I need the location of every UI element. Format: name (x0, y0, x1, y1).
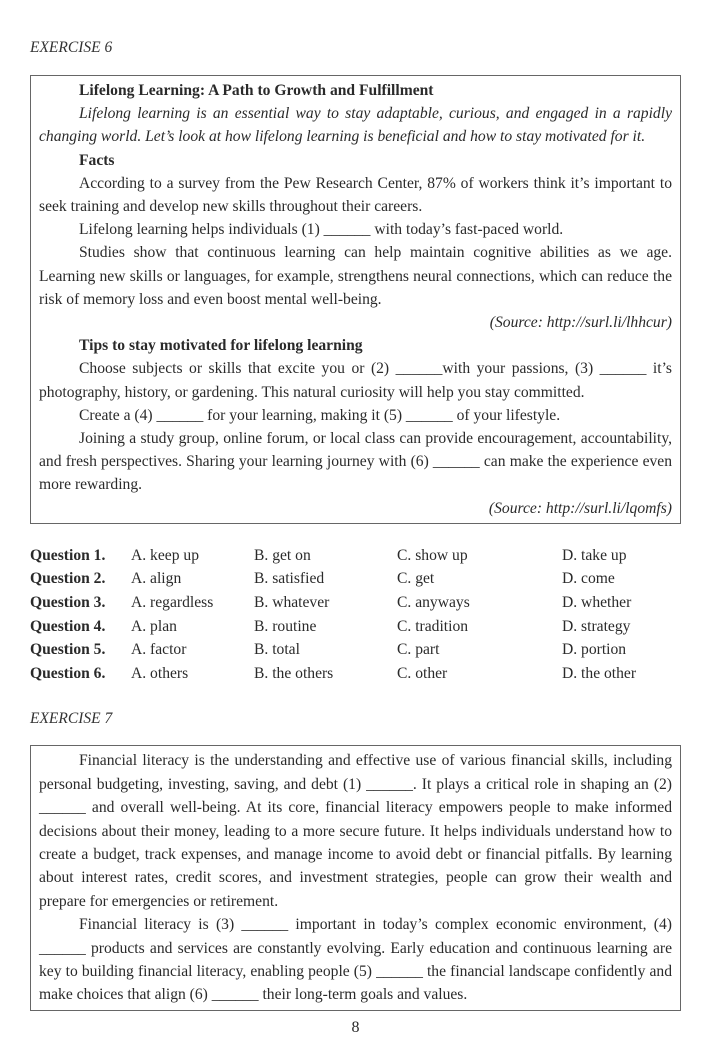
passage-title: Lifelong Learning: A Path to Growth and Fulfillment (79, 82, 434, 99)
option-d: D. the other (562, 664, 637, 682)
option-c: C. get (397, 570, 435, 588)
question-row (30, 662, 681, 686)
source-citation-1: (Source: http://surl.li/lhhcur) (489, 314, 672, 332)
option-d: D. strategy (562, 617, 631, 635)
page-number: 8 (351, 1018, 360, 1036)
facts-paragraph-3: Studies show that continuous learning can help maintain cognitive abilities as we age. Learning new skills or languages, for example, strengthens neural connections, which can reduce the risk of memory loss and even boost mental well-being. (39, 244, 672, 308)
option-c: C. show up (397, 546, 468, 564)
facts-paragraph-1: According to a survey from the Pew Research Center, 87% of workers think it’s important to seek training and develop new skills throughout their careers. (39, 174, 672, 216)
tips-paragraph-2: Create a (4) ______ for your learning, making it (5) ______ of your lifestyle. (79, 406, 561, 424)
exercise-7-heading: EXERCISE 7 (30, 710, 113, 728)
tips-paragraph-3: Joining a study group, online forum, or local class can provide encouragement, accountability, and fresh perspectives. Sharing your learning journey with (6) ______ can make the experience even more rewarding. (39, 430, 672, 494)
option-a: A. others (131, 664, 189, 682)
source-citation-2: (Source: http://surl.li/lqomfs) (488, 499, 672, 517)
exercise-6-passage-box (30, 75, 681, 524)
option-b: B. routine (254, 617, 317, 635)
financial-paragraph-1: Financial literacy is the understanding and effective use of various financial skills, including personal budgeting, investing, saving, and debt (1) ______. It plays a critical role in shaping an (2) ______ and overall well-being. At its core, financial literacy empowers people to make informed decisions about their money, leading to a more secure future. It helps individuals understand how to create a budget, track expenses, and manage income to avoid debt or financial pitfalls. By learning about interest rates, credit scores, and investment strategies, people can grow their wealth and prepare for emergencies or retirement. (39, 752, 672, 910)
option-c: C. part (397, 641, 440, 659)
exercise-6-heading: EXERCISE 6 (30, 39, 113, 56)
option-a: A. plan (131, 617, 177, 635)
option-b: B. whatever (254, 594, 330, 612)
exercise-7-passage-box (30, 745, 681, 1010)
question-row (30, 567, 681, 591)
option-a: A. keep up (131, 546, 199, 564)
question-row (30, 615, 681, 639)
passage-intro: Lifelong learning is an essential way to stay adaptable, curious, and engaged in a rapidly changing world. Let’s look at how lifelong learning is beneficial and how to stay motivated for it. (39, 105, 672, 146)
option-b: B. the others (254, 664, 334, 682)
tips-paragraph-1: Choose subjects or skills that excite you or (2) ______with your passions, (3) ______ it’s photography, history, or gardening. This natural curiosity will help you stay committed. (39, 360, 672, 401)
question-label: Question 6. (30, 664, 106, 682)
facts-heading: Facts (79, 151, 115, 169)
financial-paragraph-2: Financial literacy is (3) ______ important in today’s complex economic environment, (4) ______ products and services are constantly evolving. Early education and continuous learning are key to building financial literacy, enabling people (5) ______ the financial landscape confidently and make choices that align (6) ______ their long-term goals and values. (39, 916, 672, 1004)
option-a: A. regardless (131, 594, 214, 612)
option-b: B. total (254, 641, 300, 659)
question-row (30, 638, 681, 662)
option-d: D. portion (562, 641, 627, 659)
option-b: B. satisfied (254, 570, 325, 588)
option-d: D. whether (562, 594, 632, 612)
option-a: A. factor (131, 641, 187, 659)
question-label: Question 1. (30, 546, 106, 564)
question-row (30, 591, 681, 615)
option-d: D. come (562, 570, 615, 588)
question-list (30, 544, 681, 686)
question-row (30, 544, 681, 568)
question-label: Question 2. (30, 570, 106, 588)
option-b: B. get on (254, 546, 311, 564)
option-c: C. other (397, 664, 448, 682)
question-label: Question 5. (30, 641, 106, 659)
option-a: A. align (131, 570, 182, 588)
option-c: C. tradition (397, 617, 469, 635)
option-c: C. anyways (397, 594, 470, 612)
option-d: D. take up (562, 546, 627, 564)
question-label: Question 4. (30, 617, 106, 635)
facts-paragraph-2: Lifelong learning helps individuals (1) ______ with today’s fast-paced world. (79, 221, 564, 239)
question-label: Question 3. (30, 594, 106, 612)
tips-heading: Tips to stay motivated for lifelong learning (79, 337, 363, 355)
